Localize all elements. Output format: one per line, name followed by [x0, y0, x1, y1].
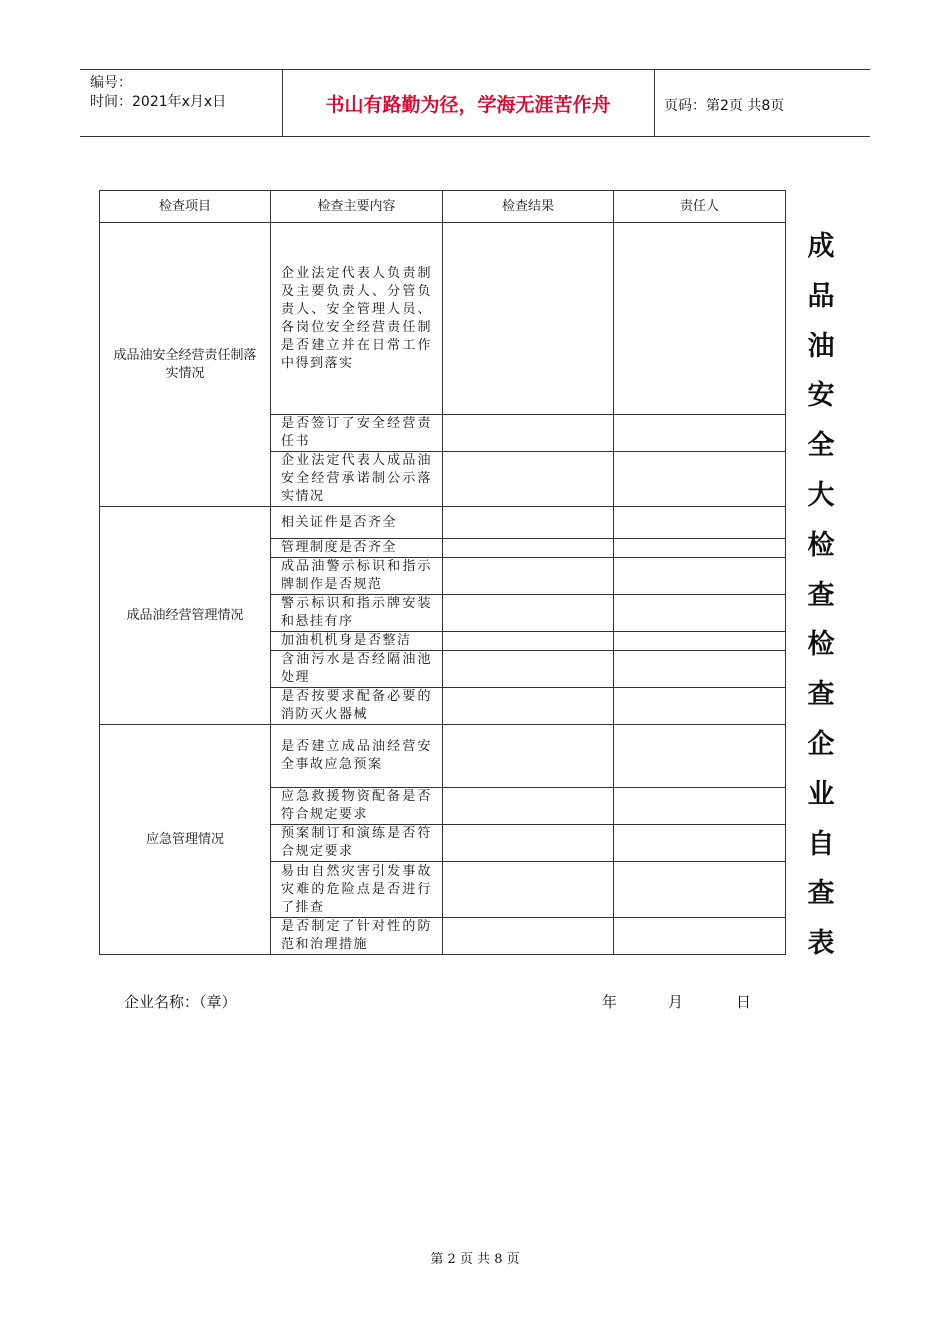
column-header: 检查项目 — [100, 191, 271, 223]
result-cell[interactable] — [443, 688, 614, 725]
item-cell: 管理制度是否齐全 — [271, 539, 443, 558]
result-cell[interactable] — [443, 918, 614, 955]
item-cell: 相关证件是否齐全 — [271, 507, 443, 539]
result-cell[interactable] — [443, 539, 614, 558]
side-title-char: 查 — [807, 679, 835, 711]
result-cell[interactable] — [443, 632, 614, 651]
item-cell: 企业法定代表人成品油安全经营承诺制公示落实情况 — [271, 452, 443, 507]
side-title-char: 成 — [807, 231, 835, 262]
table-header-row — [100, 191, 786, 223]
category-cell: 应急管理情况 — [100, 725, 271, 955]
responsible-cell[interactable] — [614, 223, 786, 415]
result-cell[interactable] — [443, 558, 614, 595]
time-label: 时间：2021年x月x日 — [90, 94, 227, 110]
inspection-table — [99, 190, 786, 955]
responsible-cell[interactable] — [614, 632, 786, 651]
side-title-char: 检 — [807, 629, 835, 661]
column-header: 责任人 — [614, 191, 786, 223]
category-cell: 成品油安全经营责任制落实情况 — [100, 223, 271, 507]
result-cell[interactable] — [443, 415, 614, 452]
side-title-char: 查 — [807, 579, 835, 611]
result-cell[interactable] — [443, 507, 614, 539]
item-cell: 易由自然灾害引发事故灾难的危险点是否进行了排查 — [271, 862, 443, 918]
responsible-cell[interactable] — [614, 507, 786, 539]
side-title-char: 安 — [807, 380, 835, 412]
page-label: 页码：第2页 共8页 — [664, 98, 785, 114]
date-month-label: 月 — [668, 993, 684, 1011]
date-year-label: 年 — [602, 993, 618, 1011]
responsible-cell[interactable] — [614, 688, 786, 725]
responsible-cell[interactable] — [614, 651, 786, 688]
column-header: 检查结果 — [443, 191, 614, 223]
responsible-cell[interactable] — [614, 918, 786, 955]
side-title-char: 油 — [807, 330, 835, 362]
result-cell[interactable] — [443, 788, 614, 825]
category-cell: 成品油经营管理情况 — [100, 507, 271, 725]
item-cell: 应急救援物资配备是否符合规定要求 — [271, 788, 443, 825]
item-cell: 是否建立成品油经营安全事故应急预案 — [271, 725, 443, 788]
item-cell: 是否签订了安全经营责任书 — [271, 415, 443, 452]
side-title-char: 检 — [807, 529, 835, 561]
responsible-cell[interactable] — [614, 415, 786, 452]
header-motto: 书山有路勤为径，学海无涯苦作舟 — [325, 94, 611, 116]
result-cell[interactable] — [443, 595, 614, 632]
side-title-char: 品 — [807, 280, 835, 312]
responsible-cell[interactable] — [614, 788, 786, 825]
item-cell: 含油污水是否经隔油池处理 — [271, 651, 443, 688]
responsible-cell[interactable] — [614, 595, 786, 632]
item-cell: 成品油警示标识和指示牌制作是否规范 — [271, 558, 443, 595]
item-cell: 加油机机身是否整洁 — [271, 632, 443, 651]
table-row — [100, 725, 786, 788]
side-title-char: 自 — [807, 828, 835, 860]
responsible-cell[interactable] — [614, 558, 786, 595]
date-day-label: 日 — [736, 993, 752, 1011]
side-title-char: 企 — [807, 728, 835, 760]
responsible-cell[interactable] — [614, 539, 786, 558]
result-cell[interactable] — [443, 725, 614, 788]
table-row — [100, 223, 786, 415]
header-bottom-rule — [80, 136, 870, 137]
page-number: 第 2 页 共 8 页 — [430, 1252, 520, 1267]
side-title-char: 业 — [807, 778, 835, 810]
company-name-label: 企业名称：（章） — [124, 993, 237, 1011]
item-cell: 企业法定代表人负责制及主要负责人、分管负责人、安全管理人员、各岗位安全经营责任制是否建立并在日常工作中得到落实 — [271, 223, 443, 415]
result-cell[interactable] — [443, 862, 614, 918]
item-cell: 是否按要求配备必要的消防灭火器械 — [271, 688, 443, 725]
item-cell: 预案制订和演练是否符合规定要求 — [271, 825, 443, 862]
responsible-cell[interactable] — [614, 725, 786, 788]
responsible-cell[interactable] — [614, 825, 786, 862]
item-cell: 警示标识和指示牌安装和悬挂有序 — [271, 595, 443, 632]
result-cell[interactable] — [443, 651, 614, 688]
column-header: 检查主要内容 — [271, 191, 443, 223]
side-title-char: 全 — [807, 430, 835, 462]
header-divider-right — [654, 69, 655, 136]
side-title-char: 大 — [807, 479, 835, 511]
side-title-char: 查 — [807, 878, 835, 910]
side-title-char: 表 — [807, 928, 835, 960]
result-cell[interactable] — [443, 825, 614, 862]
serial-label: 编号： — [90, 75, 132, 91]
result-cell[interactable] — [443, 452, 614, 507]
table-row — [100, 507, 786, 539]
side-title — [800, 222, 842, 969]
header-top-rule — [80, 69, 870, 70]
responsible-cell[interactable] — [614, 452, 786, 507]
responsible-cell[interactable] — [614, 862, 786, 918]
result-cell[interactable] — [443, 223, 614, 415]
item-cell: 是否制定了针对性的防范和治理措施 — [271, 918, 443, 955]
